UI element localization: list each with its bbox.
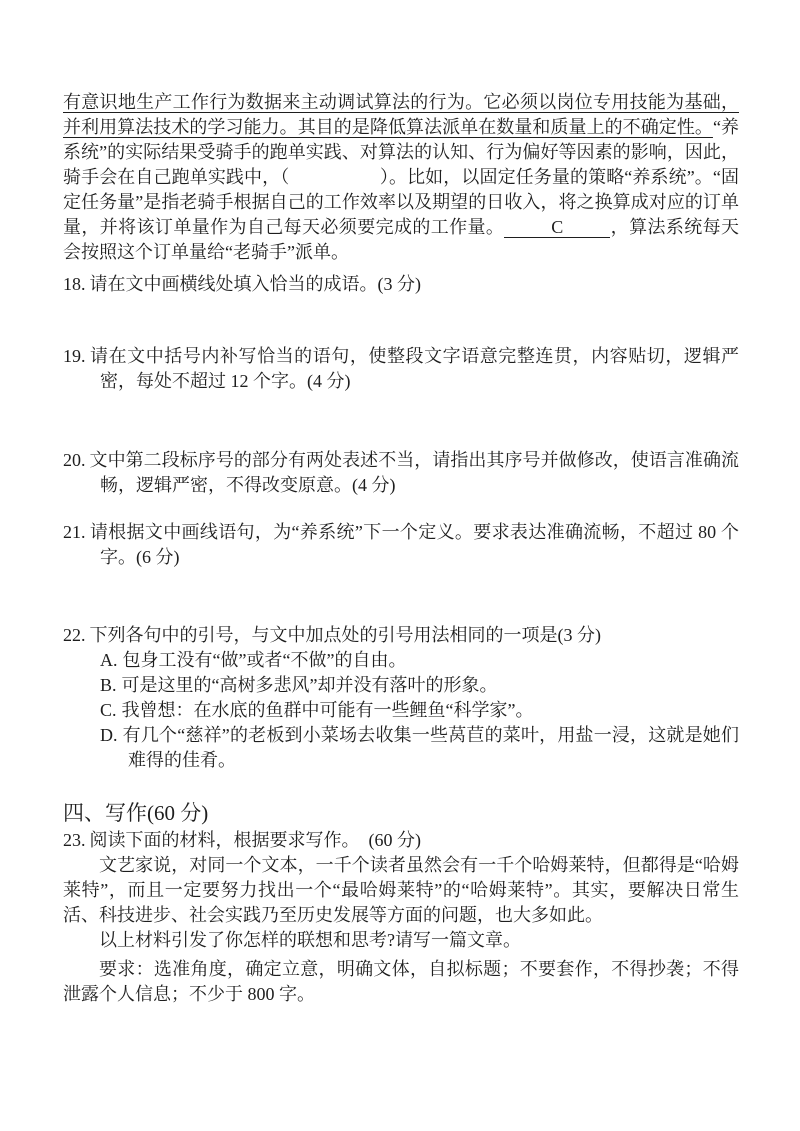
- question-21: [63, 520, 739, 570]
- question-23-text: 阅读下面的材料，根据要求写作。 (60 分): [89, 830, 421, 850]
- question-21-number: 21.: [63, 522, 86, 542]
- question-18: [63, 272, 739, 297]
- option-a-label: A.: [100, 650, 118, 670]
- option-b-text: 可是这里的“高树多悲风”却并没有落叶的形象。: [121, 675, 498, 695]
- question-19-number: 19.: [63, 346, 86, 366]
- question-20-text: 文中第二段标序号的部分有两处表述不当，请指出其序号并做修改，使语言准确流畅，逻辑严密，不得改变原意。(4 分): [89, 450, 739, 495]
- question-23-number: 23.: [63, 830, 86, 850]
- question-18-text: 请在文中画横线处填入恰当的成语。(3 分): [89, 274, 421, 294]
- option-a-text: 包身工没有“做”或者“不做”的自由。: [122, 650, 407, 670]
- question-19: [63, 344, 739, 394]
- answer-blank-c: [504, 218, 610, 238]
- option-b-label: B.: [100, 675, 117, 695]
- question-22-number: 22.: [63, 625, 86, 645]
- question-21-text: 请根据文中画线语句，为“养系统”下一个定义。要求表达准确流畅，不超过 80 个字。(6 分): [89, 522, 739, 567]
- essay-requirements: 要求：选准角度，确定立意，明确文体，自拟标题；不要套作，不得抄袭；不得泄露个人信息；不少于 800 字。: [63, 959, 739, 1004]
- underlined-sentence: 有意识地生产工作行为数据来主动调试算法的行为。它必须以岗位专用技能为基础，并利用算法技术的学习能力。其目的是降低算法派单在数量和质量上的不确定性。: [63, 92, 739, 137]
- option-c-label: C.: [100, 700, 117, 720]
- question-23: [63, 828, 739, 853]
- question-22: [63, 623, 739, 648]
- question-22-option-d: [100, 723, 739, 773]
- question-18-number: 18.: [63, 274, 86, 294]
- question-20: [63, 448, 739, 498]
- question-22-option-b: [100, 673, 739, 698]
- question-19-text: 请在文中括号内补写恰当的语句，使整段文字语意完整连贯，内容贴切，逻辑严密，每处不超过 12 个字。(4 分): [89, 346, 739, 391]
- passage-paragraph: [63, 90, 739, 265]
- passage-body-text: “养系统”的实际结果受骑手的跑单实践、对算法的认知、行为偏好等因素的影响，因此，骑手会在自己跑单实践中，（ ）。比如，以固定任务量的策略“养系统”。“固定任务量”是指老骑手根据自己的工作效率以及期望的日收入，将之换算成对应的订单量，并将该订单量作为自己每天必须要完成的工作量。: [63, 117, 739, 237]
- section-heading-writing: 四、写作(60 分): [63, 801, 209, 825]
- essay-material: 文艺家说，对同一个文本，一千个读者虽然会有一千个哈姆莱特，但都得是“哈姆莱特”，而且一定要努力找出一个“最哈姆莱特”的“哈姆莱特”。其实，要解决日常生活、科技进步、社会实践乃至历史发展等方面的问题，也大多如此。: [63, 855, 739, 925]
- answer-blank-label: C: [551, 217, 564, 237]
- question-20-number: 20.: [63, 450, 86, 470]
- question-22-option-c: [100, 698, 739, 723]
- passage-closing-text: ，算法系统每天会按照这个订单量给“老骑手”派单。: [63, 217, 740, 262]
- option-d-label: D.: [100, 725, 118, 745]
- question-22-text: 下列各句中的引号，与文中加点处的引号用法相同的一项是(3 分): [89, 625, 601, 645]
- essay-prompt: 以上材料引发了你怎样的联想和思考?请写一篇文章。: [99, 930, 521, 950]
- question-22-option-a: [100, 648, 739, 673]
- option-d-text: 有几个“慈祥”的老板到小菜场去收集一些莴苣的菜叶，用盐一浸，这就是她们难得的佳肴。: [122, 725, 739, 770]
- option-c-text: 我曾想：在水底的鱼群中可能有一些鲤鱼“科学家”。: [121, 700, 534, 720]
